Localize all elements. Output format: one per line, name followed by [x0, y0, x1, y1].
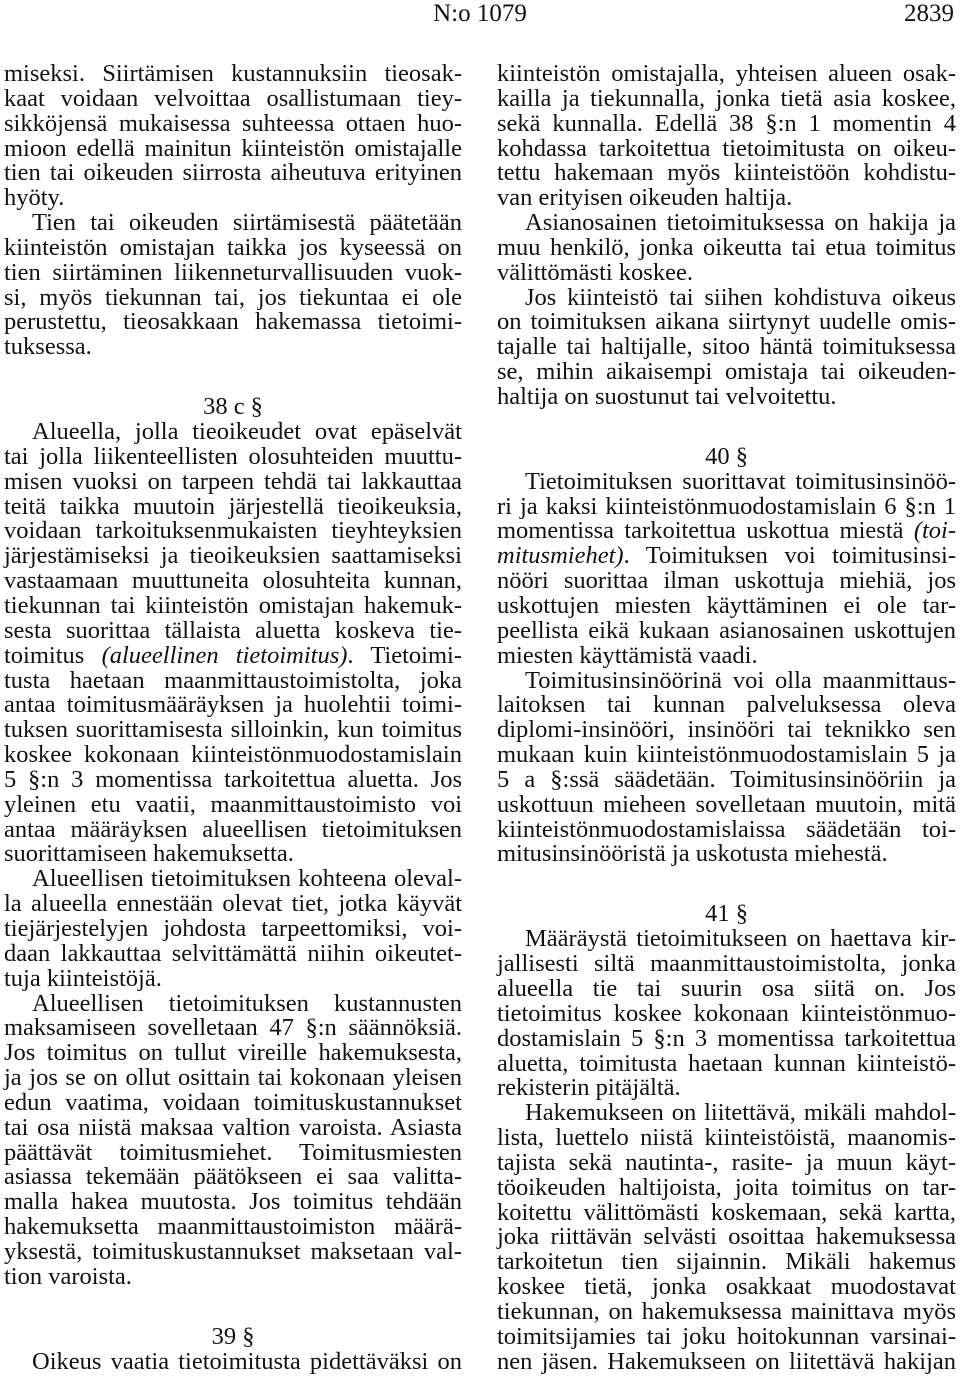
text-line: 5 §:n 3 momentissa tarkoitettua aluetta. Jos [4, 765, 462, 793]
text-line [497, 519, 956, 544]
section-heading-39: 39 § [211, 1322, 255, 1350]
text-line: dostamislain 5 §:n 3 momentissa tarkoitettua [497, 1024, 956, 1052]
italic-term: (toi- [913, 517, 956, 545]
text-line: kiinteistön omistajalla, yhteisen alueen osak- [497, 60, 956, 87]
text-line: perustettu, tieosakkaan hakemassa tietoimi- [4, 308, 462, 336]
left-column [4, 62, 462, 1374]
text-line: Hakemukseen on liitettävä, mikäli mahdol- [525, 1099, 956, 1127]
text-line: tiejärjestelyjen johdosta tarpeettomiksi, voi- [4, 914, 462, 942]
text-line: misen vuoksi on tarpeen tehdä tai lakkauttaa [4, 467, 462, 495]
paragraph [4, 211, 462, 360]
text-line: van erityisen oikeuden haltija. [497, 184, 793, 212]
text-line: koskee kokonaan kiinteistönmuodostamislain [4, 741, 462, 769]
text-line: yksestä, toimituskustannukset maksetaan val- [4, 1237, 462, 1265]
text-line: edun vaatima, voidaan toimituskustannukset [4, 1088, 462, 1116]
text-line: nen jäsen. Hakemukseen on liitettävä hakijan [497, 1347, 956, 1375]
text-line: kiinteistön omistajan taikka jos kyseessä on [4, 233, 462, 261]
text-line: teitä taikka muutoin järjestellä tieoikeuksia, [4, 492, 462, 520]
paragraph [4, 420, 462, 867]
text-line: miesten käyttämistä vaadi. [497, 641, 758, 669]
text-line: kailla ja tiekunnalla, jonka tietä asia koskee, [497, 84, 956, 112]
text-span: . Tietoimi- [347, 641, 462, 669]
text-line: Jos kiinteistö tai siihen kohdistuva oikeus [525, 283, 956, 311]
text-line: sekä kunnalla. Edellä 38 §:n 1 momentin 4 [497, 109, 956, 137]
text-line: tietoimitus koskee kokonaan kiinteistönmuo- [497, 999, 956, 1027]
text-line: järjestämiseksi ja tieoikeuksien saattamiseksi [4, 542, 462, 570]
text-line: tai osa niistä maksaa valtion varoista. Asiasta [4, 1113, 462, 1141]
paragraph [497, 467, 956, 669]
text-line: aluetta, toimitusta haetaan kunnan kiinteistö- [497, 1049, 956, 1077]
text-line: joka riittävän selvästi osoittaa hakemuksessa [497, 1223, 956, 1251]
text-line: peellista eikä kukaan asianosainen uskottujen [497, 616, 956, 644]
text-line: muu henkilö, jonka oikeutta tai etua toimitus [497, 233, 956, 261]
text-line: Asianosainen tietoimituksessa on hakija ja [525, 209, 956, 237]
text-line: Alueellisen tietoimituksen kohteena oleval- [32, 865, 462, 893]
text-span: toimitus [4, 641, 102, 669]
text-line: hakemuksetta maanmittaustoimiston määrä- [4, 1213, 462, 1241]
text-line: jallisesti siltä maanmittaustoimistolta, jonka [497, 950, 956, 978]
text-line: tiekunnan, on hakemuksessa mainittava myös [497, 1297, 956, 1325]
text-line: tajalle tai haltijalle, sitoo häntä toimituksessa [497, 333, 956, 361]
text-line: tajista sekä nautinta-, rasite- ja muun käyt- [497, 1148, 956, 1176]
section-heading-41: 41 § [705, 900, 748, 928]
text-line: tuja kiinteistöjä. [4, 964, 162, 992]
text-line: mukaan kuin kiinteistönmuodostamislain 5 ja [497, 741, 956, 769]
text-line: välittömästi koskee. [497, 258, 693, 286]
text-line: tusta haetaan maanmittaustoimistolta, joka [4, 666, 462, 694]
text-line: rekisterin pitäjältä. [497, 1074, 681, 1102]
text-span: . Toimituksen voi toimitusinsi- [623, 542, 956, 570]
text-line [4, 641, 462, 669]
paragraph [4, 989, 462, 1290]
text-line: tuksen suorittamisesta silloinkin, kun toimitus [4, 716, 462, 744]
document-number: N:o 1079 [433, 0, 527, 27]
text-line: koitettu välittömästi koskemaan, sekä kartta, [497, 1198, 956, 1226]
text-line: kaat voidaan velvoittaa osallistumaan tiey- [4, 84, 462, 112]
text-line: suorittamiseen hakemuksetta. [4, 840, 294, 868]
text-line: alueella tie tai suurin osa siitä on. Jos [497, 974, 956, 1002]
text-line: maksamiseen sovelletaan 47 §:n säännöksiä. [4, 1014, 462, 1042]
text-line: töoikeuden haltijoista, joita toimitus on tar- [497, 1173, 956, 1201]
text-line: Tietoimituksen suorittavat toimitusinsinöö- [525, 467, 956, 495]
text-line: uskottujen miesten käyttäminen ei ole tar- [497, 592, 956, 620]
italic-term: mitusmiehet) [497, 542, 624, 570]
paragraph [497, 283, 956, 410]
text-line: voidaan tarkoituksenmukaisten tieyhteyksien [4, 517, 462, 545]
text-line: malla hakea muutosta. Jos toimitus tehdään [4, 1188, 462, 1216]
text-line: lista, luettelo niistä kiinteistöistä, maanomis- [497, 1124, 956, 1152]
text-line: on toimituksen aikana siirtynyt uudelle omis- [497, 308, 956, 336]
text-line: tion varoista. [4, 1262, 132, 1290]
running-header [0, 0, 960, 27]
paragraph [497, 1101, 956, 1374]
text-line: la alueella ennestään olevat tiet, jotka käyvät [4, 890, 462, 918]
text-line [497, 544, 956, 569]
text-line: haltija on suostunut tai velvoitettu. [497, 382, 837, 410]
text-line: tarkoitetun tien sijainnin. Mikäli hakemus [497, 1248, 956, 1276]
text-line: päättävät toimitusmiehet. Toimitusmiesten [4, 1138, 462, 1166]
text-line: daan lakkauttaa selvittämättä niihin oikeutet- [4, 939, 462, 967]
text-line: hyöty. [4, 184, 65, 212]
page-number: 2839 [904, 0, 954, 27]
text-line: ja jos se on ollut osittain tai kokonaan yleisen [4, 1064, 462, 1092]
text-line: Jos toimitus on tullut vireille hakemuksesta, [4, 1039, 462, 1067]
text-line: kohdassa tarkoitettua tietoimitusta on oikeu- [497, 134, 956, 162]
text-line: diplomi-insinööri, insinööri tai teknikko sen [497, 716, 956, 744]
paragraph [497, 927, 956, 1101]
text-line: asiassa tekemään päätökseen ei saa valitta- [4, 1163, 462, 1191]
text-line: toimitsijamies tai joku hoitokunnan varsinai- [497, 1322, 956, 1350]
text-span: momentissa tarkoitettua uskottua miestä [497, 517, 914, 545]
text-line: miseksi. Siirtämisen kustannuksiin tieosak- [4, 60, 462, 87]
text-line: si, myös tiekunnan tai, jos tiekuntaa ei ole [4, 283, 462, 311]
text-line: Tien tai oikeuden siirtämisestä päätetään [32, 209, 462, 237]
text-line: mioon edellä mainitun kiinteistön omistajalle [4, 134, 462, 162]
text-line: tai jolla liikenteellisten olosuhteiden muuttu- [4, 442, 462, 470]
text-line: antaa määräyksen alueellisen tietoimituksen [4, 815, 462, 843]
text-line: Alueella, jolla tieoikeudet ovat epäselvät [32, 418, 462, 446]
text-line: tien tai oikeuden siirrosta aiheutuva erityinen [4, 159, 462, 187]
text-line: Oikeus vaatia tietoimitusta pidettäväksi on [32, 1347, 462, 1375]
paragraph [4, 62, 462, 211]
text-line: vastaamaan muuttuneita olosuhteita kunnan, [4, 567, 462, 595]
paragraph [4, 867, 462, 991]
text-line: laitoksen tai kunnan palveluksessa oleva [497, 691, 956, 719]
text-line: tuksessa. [4, 333, 92, 361]
section-heading-38c: 38 c § [203, 393, 263, 421]
text-line: antaa toimitusmääräyksen ja huolehtii toimi- [4, 691, 462, 719]
text-line: nööri suorittaa ilman uskottuja miehiä, jos [497, 567, 956, 595]
text-line: Alueellisen tietoimituksen kustannusten [32, 989, 462, 1017]
text-line: tien siirtäminen liikenneturvallisuuden vuok- [4, 258, 462, 286]
paragraph [497, 62, 956, 211]
text-line: ri ja kaksi kiinteistönmuodostamislain 6 §:n 1 [497, 492, 956, 520]
paragraph [497, 666, 956, 868]
text-line: kiinteistönmuodostamislaissa säädetään toi- [497, 815, 956, 843]
text-line: uskottuun mieheen sovelletaan muutoin, mitä [497, 790, 956, 818]
text-line: koskee tietä, jonka osakkaat muodostavat [497, 1273, 956, 1301]
text-line: sikköjensä mukaisessa suhteessa ottaen huo- [4, 109, 462, 137]
text-line: mitusinsinööristä ja uskotusta miehestä. [497, 840, 888, 868]
italic-term: (alueellinen tietoimitus) [101, 641, 348, 669]
section-heading-40: 40 § [705, 442, 748, 470]
text-line: yleinen etu vaatii, maanmittaustoimisto voi [4, 790, 462, 818]
text-line: tettu hakemaan myös kiinteistöön kohdistu- [497, 159, 956, 187]
text-line: se, mihin aikaisempi omistaja tai oikeuden- [497, 358, 956, 386]
text-line: Määräystä tietoimitukseen on haettava kir- [525, 925, 956, 953]
text-line: Toimitusinsinöörinä voi olla maanmittaus- [525, 666, 956, 694]
text-line: tiekunnan tai kiinteistön omistajan hakemuk- [4, 592, 462, 620]
right-column [497, 62, 956, 1374]
text-line: sesta suorittaa tällaista aluetta koskeva tie- [4, 616, 462, 644]
paragraph [497, 211, 956, 286]
text-line: 5 a §:ssä säädetään. Toimitusinsinööriin ja [497, 765, 956, 793]
paragraph [4, 1347, 462, 1375]
